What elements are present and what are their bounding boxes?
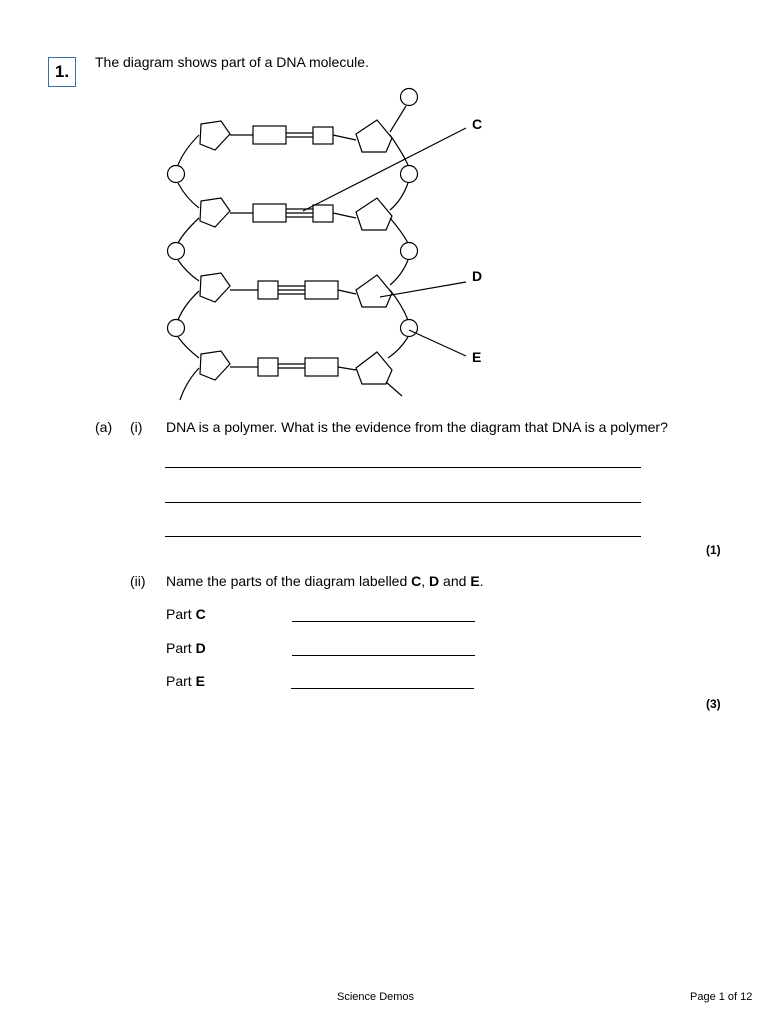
sugar-right-4 bbox=[356, 352, 392, 384]
footer-center: Science Demos bbox=[337, 991, 415, 1003]
phosphate-right-2 bbox=[401, 166, 418, 183]
page-number: Page 1 of 12 bbox=[690, 991, 753, 1003]
pointer-line-e bbox=[409, 330, 466, 356]
dna-diagram bbox=[0, 0, 768, 410]
phosphate-right-1 bbox=[401, 89, 418, 106]
answer-line-part-e[interactable] bbox=[291, 688, 474, 689]
answer-line-3[interactable] bbox=[165, 536, 641, 537]
base-1b bbox=[313, 127, 333, 144]
answer-line-part-d[interactable] bbox=[292, 655, 475, 656]
phosphate-left-2 bbox=[168, 243, 185, 260]
question-intro: The diagram shows part of a DNA molecule. bbox=[95, 54, 369, 70]
diagram-label-d: D bbox=[472, 268, 483, 284]
sugar-left-1 bbox=[200, 121, 230, 150]
phosphate-left-3 bbox=[168, 320, 185, 337]
part-a-label: (a) bbox=[95, 419, 113, 435]
sugar-right-2 bbox=[356, 198, 392, 230]
diagram-label-c: C bbox=[472, 116, 483, 132]
base-4a bbox=[258, 358, 278, 376]
marks-ii: (3) bbox=[706, 697, 721, 711]
base-4b bbox=[305, 358, 338, 376]
marks-i: (1) bbox=[706, 543, 721, 557]
answer-line-2[interactable] bbox=[165, 502, 641, 503]
diagram-label-e: E bbox=[472, 349, 482, 365]
pointer-line-d bbox=[380, 282, 466, 297]
sub-i-label: (i) bbox=[130, 419, 143, 435]
sugar-left-4 bbox=[200, 351, 230, 380]
base-2b bbox=[313, 205, 333, 222]
sub-ii-label: (ii) bbox=[130, 573, 146, 589]
phosphate-left-1 bbox=[168, 166, 185, 183]
pointer-line-c bbox=[303, 128, 466, 211]
base-2a bbox=[253, 204, 286, 222]
answer-line-part-c[interactable] bbox=[292, 621, 475, 622]
base-3a bbox=[258, 281, 278, 299]
sugar-right-1 bbox=[356, 120, 392, 152]
part-d-label: Part D bbox=[166, 640, 206, 656]
question-number: 1. bbox=[48, 57, 76, 87]
sugar-right-3 bbox=[356, 275, 392, 307]
sugar-left-2 bbox=[200, 198, 230, 227]
sub-ii-question: Name the parts of the diagram labelled C, D and E. bbox=[166, 573, 484, 589]
phosphate-right-4 bbox=[401, 320, 418, 337]
sugar-left-3 bbox=[200, 273, 230, 302]
part-e-label: Part E bbox=[166, 673, 205, 689]
answer-line-1[interactable] bbox=[165, 467, 641, 468]
base-3b bbox=[305, 281, 338, 299]
phosphate-right-3 bbox=[401, 243, 418, 260]
sub-i-question: DNA is a polymer. What is the evidence from the diagram that DNA is a polymer? bbox=[166, 419, 668, 435]
base-1a bbox=[253, 126, 286, 144]
part-c-label: Part C bbox=[166, 606, 206, 622]
